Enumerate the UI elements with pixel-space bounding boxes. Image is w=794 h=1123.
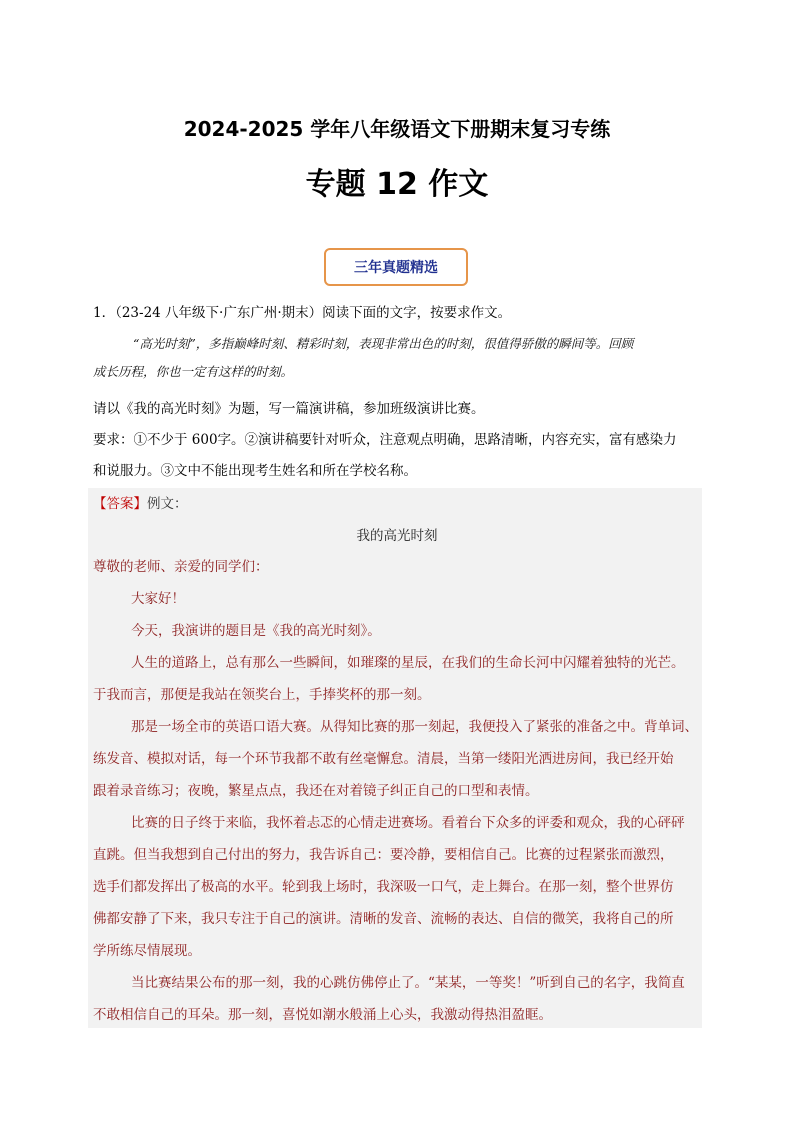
requirements-line-1: 要求：①不少于 600字。②演讲稿要针对听众，注意观点明确，思路清晰，内容充实，富有感染力 (93, 432, 677, 448)
essay-line: 选手们都发挥出了极高的水平。轮到我上场时，我深吸一口气，走上舞台。在那一刻，整个世界仿 (93, 879, 674, 895)
page-subtitle: 专题 12 作文 (305, 167, 489, 202)
essay-line: 不敢相信自己的耳朵。那一刻，喜悦如潮水般涌上心头，我激动得热泪盈眶。 (93, 1007, 552, 1023)
answer-header (93, 494, 188, 514)
essay-line: 于我而言，那便是我站在领奖台上，手捧奖杯的那一刻。 (93, 687, 431, 703)
essay-line: 比赛的日子终于来临，我怀着忐忑的心情走进赛场。看着台下众多的评委和观众，我的心砰砰 (131, 815, 685, 831)
essay-line: 直跳。但当我想到自己付出的努力，我告诉自己：要冷静，要相信自己。比赛的过程紧张而激烈， (93, 847, 674, 863)
prompt-line-1: “高光时刻”，多指巅峰时刻、精彩时刻，表现非常出色的时刻，很值得骄傲的瞬间等。回顾 (133, 336, 634, 351)
question-prompt (93, 330, 703, 386)
prompt-line-2: 成长历程，你也一定有这样的时刻。 (93, 364, 294, 379)
essay-line: 学所练尽情展现。 (93, 943, 201, 959)
requirements-line-2: 和说服力。③文中不能出现考生姓名和所在学校名称。 (93, 463, 417, 479)
essay-line: 那是一场全市的英语口语大赛。从得知比赛的那一刻起，我便投入了紧张的准备之中。背单词、 (131, 719, 698, 735)
essay-title: 我的高光时刻 (356, 528, 438, 544)
section-badge-label: 三年真题精选 (354, 260, 438, 276)
essay-line: 跟着录音练习；夜晚，繁星点点，我还在对着镜子纠正自己的口型和表情。 (93, 783, 539, 799)
answer-label: 【答案】 (93, 496, 147, 512)
essay-line: 人生的道路上，总有那么一些瞬间，如璀璨的星辰，在我们的生命长河中闪耀着独特的光芒。 (131, 655, 685, 671)
answer-label-rest: 例文： (147, 496, 188, 512)
essay-line: 练发音、模拟对话，每一个环节我都不敢有丝毫懈怠。清晨，当第一缕阳光洒进房间，我已经开始 (93, 751, 674, 767)
essay-line: 尊敬的老师、亲爱的同学们： (93, 559, 269, 575)
section-badge (324, 248, 468, 286)
essay-line: 佛都安静了下来，我只专注于自己的演讲。清晰的发音、流畅的表达、自信的微笑，我将自己的所 (93, 911, 674, 927)
essay-line: 大家好！ (131, 591, 185, 607)
essay-line: 当比赛结果公布的那一刻，我的心跳仿佛停止了。“某某，一等奖！”听到自己的名字，我简直 (131, 975, 685, 991)
question-intro: 1．（23-24 八年级下·广东广州·期末）阅读下面的文字，按要求作文。 (93, 305, 512, 321)
page-title: 2024-2025 学年八年级语文下册期末复习专练 (183, 117, 611, 141)
essay-line: 今天，我演讲的题目是《我的高光时刻》。 (131, 623, 381, 639)
question-task: 请以《我的高光时刻》为题，写一篇演讲稿，参加班级演讲比赛。 (93, 401, 485, 417)
